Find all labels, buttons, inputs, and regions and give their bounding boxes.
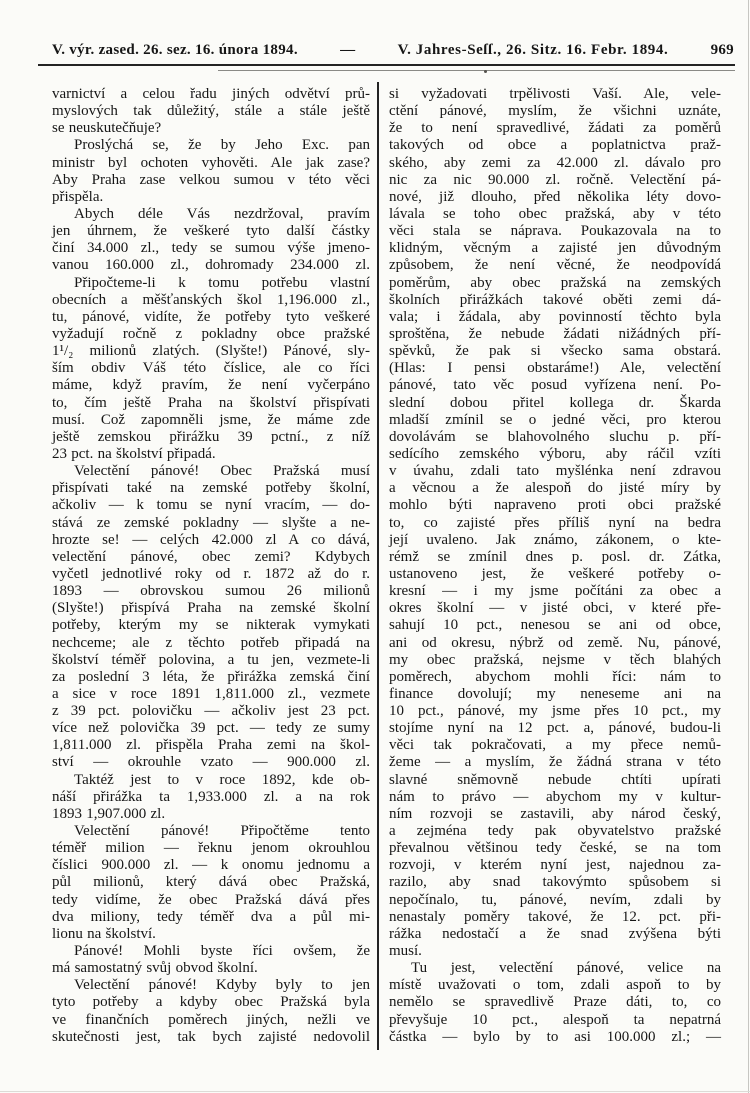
text-line: musí. [389, 943, 422, 960]
text-line: rozvoji, v kterém nyní jest, najednou za- [389, 857, 721, 874]
text-line: mohlo býti napraveno proti obci pražské [389, 497, 721, 514]
header-separator-dash: — [340, 42, 356, 58]
text-line: Připočteme-li k tomu potřebu vlastní [74, 274, 370, 291]
text-line: 1893 — obrovskou sumou 26 milionů [52, 583, 370, 600]
text-line: a sice v roce 1891 1,811.000 zl., vezmete [52, 685, 370, 702]
text-line: razilo, aby snad takovýmto spůsobem si [389, 874, 721, 891]
text-line: rémž se zmínil dnes p. posl. dr. Zátka, [389, 548, 721, 565]
ink-speck [484, 70, 487, 73]
text-line: (Hlas: I pensi obstaráme!) Ale, velectění [389, 360, 721, 377]
text-line: 23 pct. na školství připadá. [52, 445, 216, 462]
text-line: lávala se toho obec pražská, aby v této [389, 205, 721, 222]
text-line: žeme — a myslím, že žádná strana v této [389, 754, 721, 771]
text-line: více než polovička 39 pct. — tedy ze sumy [52, 720, 370, 737]
text-line: má samostatný svůj obvod školní. [52, 960, 258, 977]
text-line: nenastaly poměry takové, že 12. pct. při- [389, 908, 721, 925]
text-line: Velectění pánové! Kdyby byly to jen [74, 977, 370, 994]
text-line: z 39 pct. polovičku — ačkoliv jest 23 pct. [52, 703, 370, 720]
text-line: Velectění pánové! Připočtěme tento [74, 823, 370, 840]
text-line: ctění pánové, myslím, že všichni uznáte, [389, 103, 721, 120]
text-line: dva miliony, tedy téměř dva a půl mi- [52, 908, 370, 925]
text-line: klidným, věcným a zajisté jen důvodným [389, 240, 721, 257]
text-line: věci stala se náprava. Poukazovala na to [389, 223, 721, 240]
text-line: školství téměř polovina, a tu jen, vezmete-li [52, 651, 370, 668]
text-line: přispívati také na zemské potřeby školní, [52, 480, 370, 497]
text-line: dovolávám se blahovolného sluchu p. pří- [389, 428, 721, 445]
page-number: 969 [710, 42, 734, 58]
column-divider-rule [377, 82, 379, 1050]
text-line: převyšuje 10 pct., alespoň ta nepatrná [389, 1011, 721, 1028]
text-line: nic za nic 90.000 zl. ročně. Velectění pá- [389, 171, 721, 188]
text-line: 1¹/₂ milionů zlatých. (Slyšte!) Pánové, sly- [52, 343, 370, 360]
text-line: my obec pražská, nejsme v těch blahých [389, 651, 721, 668]
text-line: (Slyšte!) přispívá Praha na zemské školní [52, 600, 370, 617]
text-line: vyčetl jednotlivé roky od r. 1872 až do r. [52, 565, 370, 582]
text-line: ním rozvoji se zastavili, aby národ český, [389, 805, 721, 822]
text-line: to, čím ještě Praha na školství přispívati [52, 394, 370, 411]
header-rule [38, 64, 735, 66]
text-line: nechceme; ale z těchto potřeb připadá na [52, 634, 370, 651]
text-line: Aby Praha zase velkou sumou v této věci [52, 171, 370, 188]
text-line: stává ze zemské pokladny — slyšte a ne- [52, 514, 370, 531]
text-line: téměř milion — řeknu jenom okrouhlou [52, 840, 370, 857]
text-line: nemělo se spravedlivě Praze dáti, to, co [389, 994, 721, 1011]
text-line: spěvků, že pak si všecko sama obstará. [389, 343, 721, 360]
text-line: Proslýchá se, že by Jeho Exc. pan [74, 137, 370, 154]
text-line: za poslední 3 léta, že přirážka zemská činí [52, 668, 370, 685]
text-line: ve finančních poměrech jiných, nežli ve [52, 1011, 370, 1028]
text-line: Velectění pánové! Obec Pražská musí [74, 463, 370, 480]
text-line: převalnou většinou tedy české, se na tom [389, 840, 721, 857]
text-line: ještě zemskou přirážku 39 pctní., z níž [52, 428, 370, 445]
text-line: půl milionů, který dává obec Pražská, [52, 874, 370, 891]
text-line: jen úhrnem, že veškeré tyto další částky [52, 223, 370, 240]
text-line: číslici 900.000 zl. — k onomu jednomu a [52, 857, 370, 874]
text-line: potřeby, kterým my se nikterak vymykati [52, 617, 370, 634]
text-line: poměrům, aby obec pražská na zemských [389, 274, 721, 291]
text-line: Pánové! Mohli byste říci ovšem, že [74, 943, 370, 960]
text-line: máme, když pravím, že není vyčerpáno [52, 377, 370, 394]
right-text-column [389, 86, 721, 1046]
text-line: to, co zajisté přes příliš nyní na bedra [389, 514, 721, 531]
text-line: kresní — i my jsme počítáni za obec a [389, 583, 721, 600]
text-line: tyto potřeby a kdyby obec Pražská byla [52, 994, 370, 1011]
text-line: Abych déle Vás nezdržoval, pravím [74, 205, 370, 222]
text-line: slavné sněmovně nebude chtíti upírati [389, 771, 721, 788]
text-line: 1893 1,907.000 zl. [52, 805, 166, 822]
text-line: způsobem, že není věcné, že neodpovídá [389, 257, 721, 274]
text-line: sahují 10 pct., nenesou se ani od obce, [389, 617, 721, 634]
text-line: poměrech, abychom mohli říci: nám to [389, 668, 721, 685]
header-czech-session-date: V. výr. zased. 26. sez. 16. února 1894. [52, 42, 298, 58]
text-line: nové, již dlouho, před několika léty dovo- [389, 188, 721, 205]
text-line: tedy vidíme, že obec Pražská dává přes [52, 891, 370, 908]
running-header [52, 42, 734, 59]
text-line: sproštěna, že nebude žádati nižádných pří- [389, 325, 721, 342]
text-line: školních přirážkách takové oběti zemi dá- [389, 291, 721, 308]
text-line: Tu jest, velectění pánové, velice na [411, 960, 721, 977]
scan-edge-right [748, 0, 749, 1093]
text-line: ství — okrouhle vzato — 900.000 zl. [52, 754, 370, 771]
text-line: v úvahu, zdali tato myšlénka není zdravou [389, 463, 721, 480]
text-line: ustanoveno jest, že veškeré potřeby o- [389, 565, 721, 582]
text-line: 10 pct., pánové, my jsme přes 10 pct., my [389, 703, 721, 720]
text-line: místě uvažovati o tom, zdali aspoň to by [389, 977, 721, 994]
text-line: sedícího zemského výboru, aby ráčil vzíti [389, 445, 721, 462]
text-line: okres školní — v jisté obci, v které pře- [389, 600, 721, 617]
text-line: nepočínalo, tu, pánové, nevím, zdali by [389, 891, 721, 908]
text-line: velectění pánové, obec zemi? Kdybych [52, 548, 370, 565]
text-line: nám to právo — abychom my v kultur- [389, 788, 721, 805]
header-rule-shadow [218, 70, 735, 71]
scan-edge-bottom [0, 1091, 750, 1092]
text-line: a zejména tedy pak obyvatelstvo pražské [389, 823, 721, 840]
text-line: varnictví a celou řadu jiných odvětví prů- [52, 86, 370, 102]
left-text-column [52, 86, 370, 1046]
text-line: hrozte se! — celých 42.000 zl A co dává, [52, 531, 370, 548]
text-line: věci tak pokračovati, a my přece nemů- [389, 737, 721, 754]
text-line: vala; i žádala, aby povinností těchto byla [389, 308, 721, 325]
text-line: myslových tak důležitý, stále a stále ještě [52, 103, 370, 120]
text-line: ského, aby zemi za 42.000 zl. dávalo pro [389, 154, 721, 171]
text-line: činí 34.000 zl., tedy se sumou výše jmeno- [52, 240, 370, 257]
text-line: a věcnou a že alespoň do jisté míry by [389, 480, 721, 497]
text-line: Taktéž jest to v roce 1892, kde ob- [74, 771, 370, 788]
text-line: 1,811.000 zl. přispěla Praha zemi na škol- [52, 737, 370, 754]
text-line: stojíme nyní na 12 pct. a, pánové, budou-li [389, 720, 721, 737]
text-line: náší přirážka ta 1,933.000 zl. a na rok [52, 788, 370, 805]
text-line: ším obdiv Váš této číslice, ale co říci [52, 360, 370, 377]
text-line: pánové, tato věc posud vyřízena není. Po- [389, 377, 721, 394]
text-line: mladší zmínil se o jedné věci, pro kterou [389, 411, 721, 428]
text-line: ani od okresu, nýbrž od země. Nu, pánové, [389, 634, 721, 651]
text-line: že to není spravedlivé, žádati za poměrů [389, 120, 721, 137]
text-line: rážka nedostačí a že snad zvýšena býti [389, 925, 721, 942]
text-line: její uvaleno. Jak známo, zákonem, o kte- [389, 531, 721, 548]
text-line: slední dobou přitel kollega dr. Škarda [389, 394, 721, 411]
text-line: si vyžadovati trpělivosti Vaší. Ale, vele- [389, 86, 721, 102]
header-german-session-date: V. Jahres-Seſſ., 26. Sitz. 16. Febr. 1894. [397, 42, 669, 58]
text-line: vyžadují ročně z pokladny obce pražské [52, 325, 370, 342]
text-line: ačkoliv — k tomu se nyní vracím, — do- [52, 497, 370, 514]
text-line: tu, pánové, vidíte, že potřeby tyto veškeré [52, 308, 370, 325]
text-line: musí. Což zapomněli jsme, že máme zde [52, 411, 370, 428]
text-line: obecních a měšťanských škol 1,196.000 zl., [52, 291, 370, 308]
text-line: přispěla. [52, 188, 104, 205]
text-line: se neuskutečňuje? [52, 120, 162, 137]
text-line: takových od obce a poplatnictva praž- [389, 137, 721, 154]
text-line: lionu na školství. [52, 925, 156, 942]
text-line: vanou 160.000 zl., dohromady 234.000 zl. [52, 257, 370, 274]
text-line: finance dovolují; my neneseme ani na [389, 685, 721, 702]
text-line: skutečnosti jest, tak bych zajisté nedovolil [52, 1028, 370, 1045]
text-line: ministr byl ochoten vyhověti. Ale jak zase? [52, 154, 370, 171]
text-line: částka — bylo by to asi 100.000 zl.; — [389, 1028, 721, 1045]
